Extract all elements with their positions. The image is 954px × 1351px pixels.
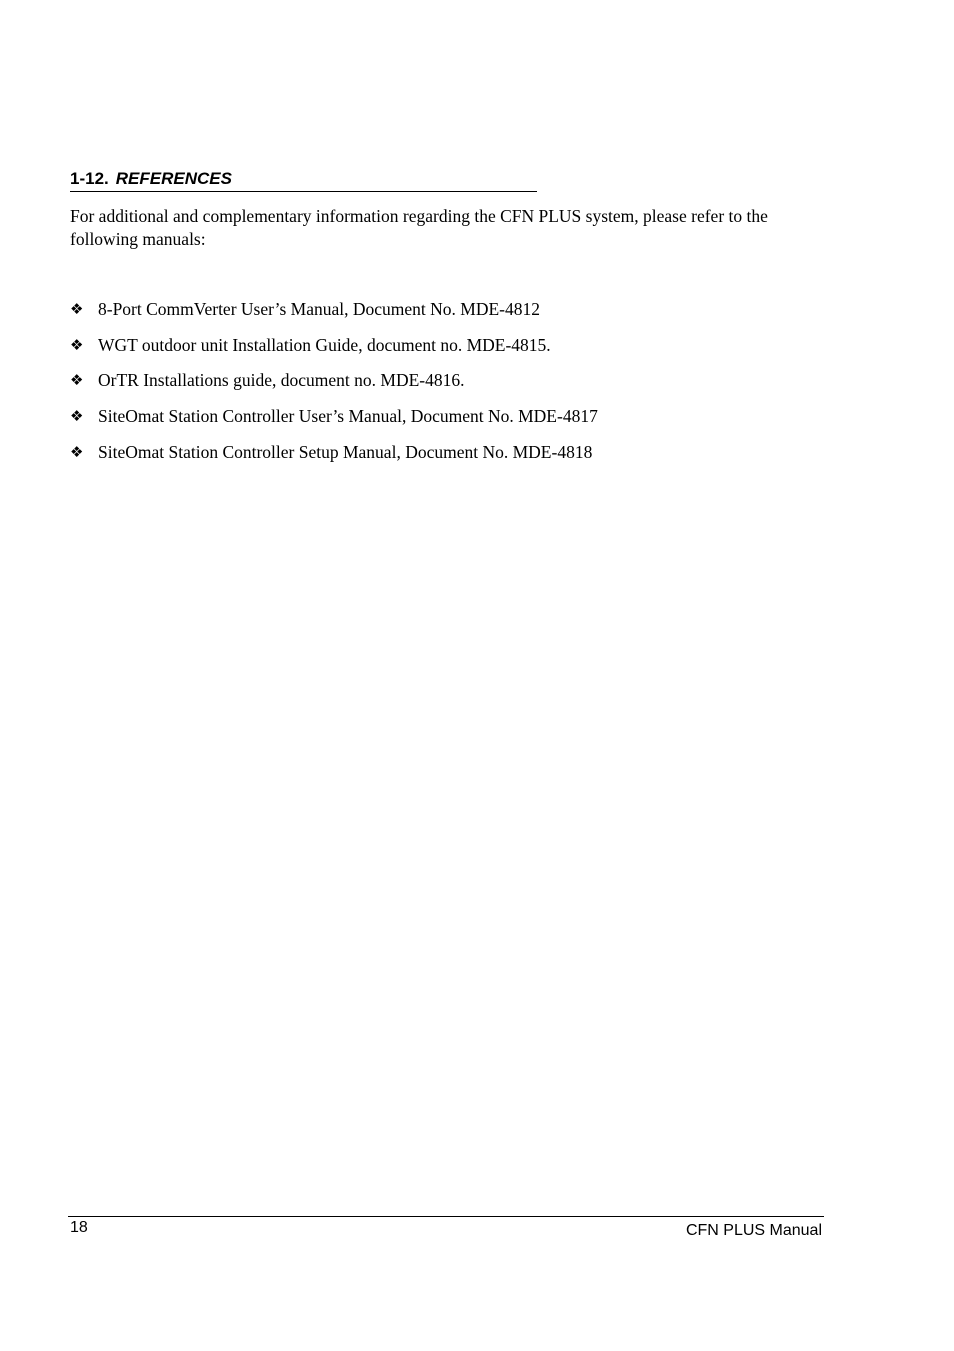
references-list xyxy=(70,298,598,476)
footer-divider xyxy=(68,1216,824,1217)
reference-text: SiteOmat Station Controller User’s Manual, Document No. MDE-4817 xyxy=(98,406,598,427)
section-number: 1-12. xyxy=(70,169,109,188)
reference-text: WGT outdoor unit Installation Guide, document no. MDE-4815. xyxy=(98,334,551,355)
section-title: REFERENCES xyxy=(115,169,232,188)
list-item xyxy=(70,369,598,405)
diamond-bullet-icon: ❖ xyxy=(70,335,84,354)
reference-text: SiteOmat Station Controller Setup Manual, Document No. MDE-4818 xyxy=(98,441,593,462)
diamond-bullet-icon: ❖ xyxy=(70,407,84,426)
intro-paragraph: For additional and complementary information regarding the CFN PLUS system, please refer to the following manuals: xyxy=(70,206,768,249)
footer-document-title: CFN PLUS Manual xyxy=(685,1222,822,1239)
diamond-bullet-icon: ❖ xyxy=(70,371,84,390)
list-item xyxy=(70,298,598,334)
diamond-bullet-icon: ❖ xyxy=(70,300,84,318)
reference-text: OrTR Installations guide, document no. MDE-4816. xyxy=(98,370,465,391)
list-item xyxy=(70,334,598,370)
list-item xyxy=(70,405,598,441)
list-item xyxy=(70,441,598,477)
section-heading xyxy=(70,168,537,192)
reference-text: 8-Port CommVerter User’s Manual, Document No. MDE-4812 xyxy=(98,299,540,319)
diamond-bullet-icon: ❖ xyxy=(70,442,84,461)
page-number: 18 xyxy=(70,1219,88,1236)
